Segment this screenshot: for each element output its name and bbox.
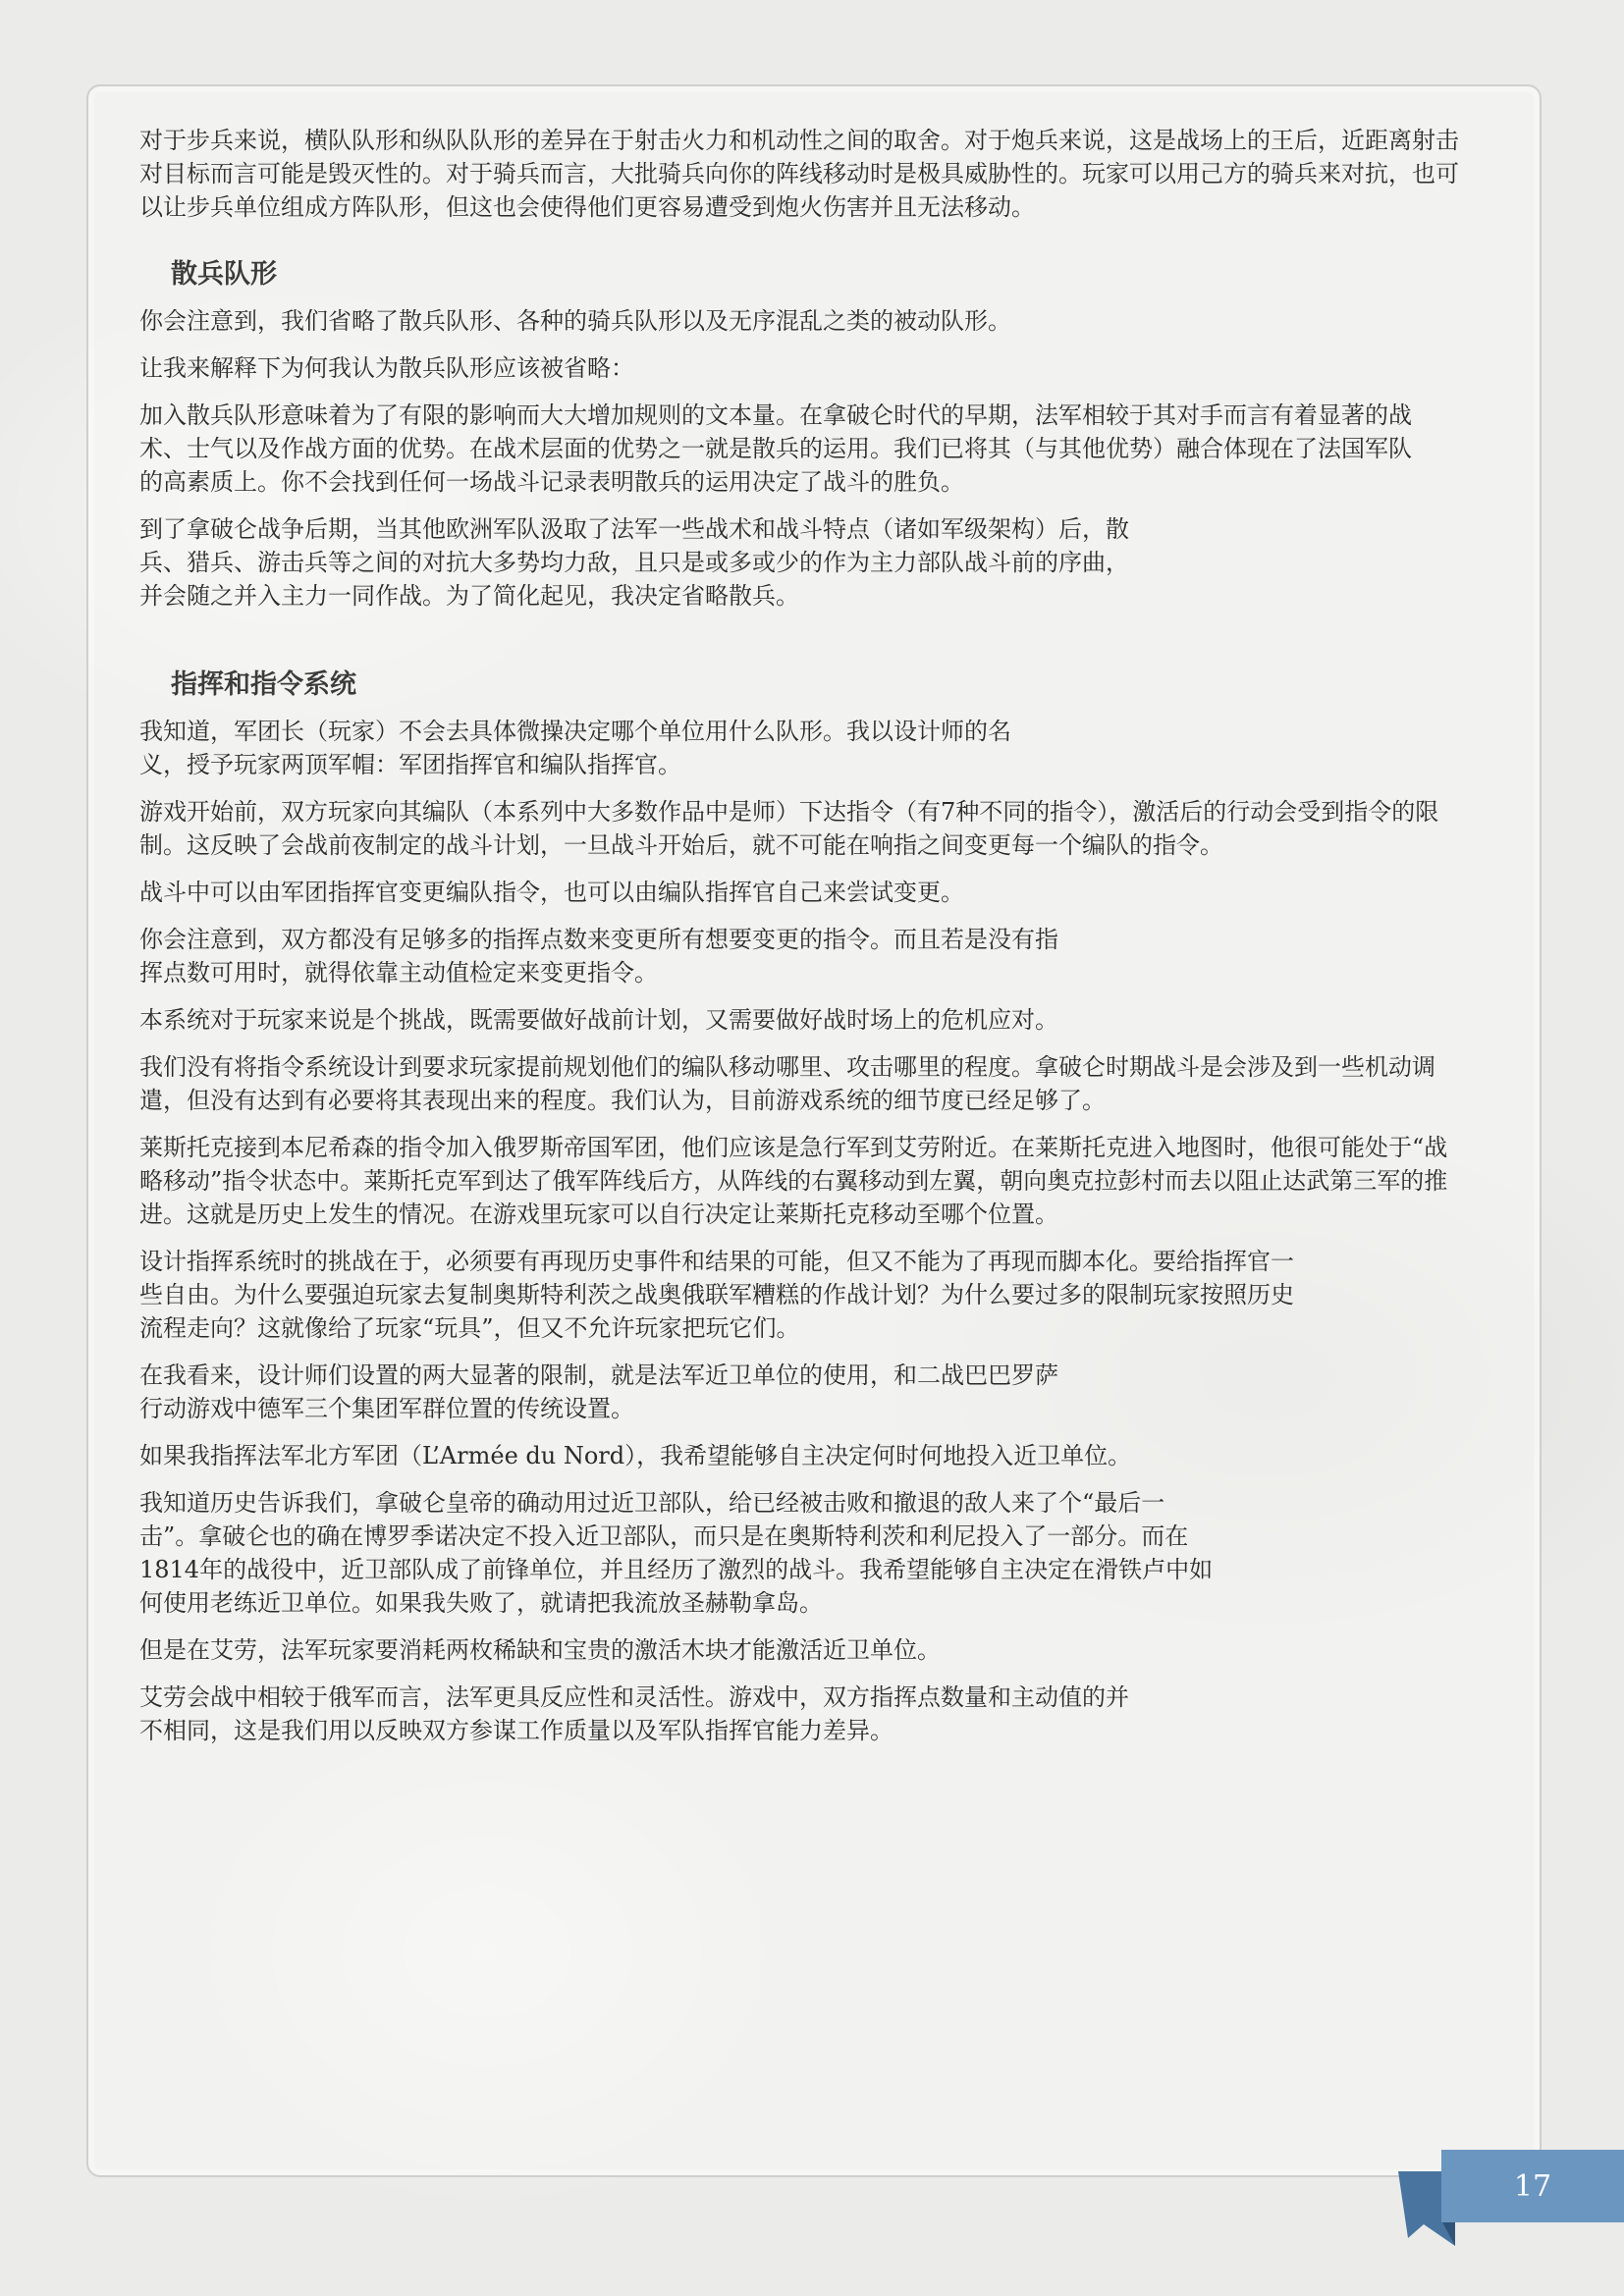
section-heading-skirmish: 散兵队形 — [171, 259, 277, 290]
paragraph: 艾劳会战中相较于俄军而言，法军更具反应性和灵活性。游戏中，双方指挥点数量和主动值的并不相同，这是我们用以反映双方参谋工作质量以及军队指挥官能力差异。 — [139, 1683, 1129, 1744]
document-body — [139, 124, 1485, 1761]
paragraph: 但是在艾劳，法军玩家要消耗两枚稀缺和宝贵的激活木块才能激活近卫单位。 — [139, 1636, 941, 1664]
paragraph: 我知道历史告诉我们，拿破仑皇帝的确动用过近卫部队，给已经被击败和撤退的敌人来了个“最后一击”。拿破仑也的确在博罗季诺决定不投入近卫部队，而只是在奥斯特利茨和利尼投入了一部分。而在1814年的战役中，近卫部队成了前锋单位，并且经历了激烈的战斗。我希望能够自主决定在滑铁卢中如何使用老练近卫单位。如果我失败了，就请把我流放圣赫勒拿岛。 — [139, 1489, 1214, 1617]
paragraph: 游戏开始前，双方玩家向其编队（本系列中大多数作品中是师）下达指令（有7种不同的指令），激活后的行动会受到指令的限制。这反映了会战前夜制定的战斗计划，一旦战斗开始后，就不可能在响指之间变更每一个编队的指令。 — [139, 798, 1439, 859]
paragraph-intro: 对于步兵来说，横队队形和纵队队形的差异在于射击火力和机动性之间的取舍。对于炮兵来说，这是战场上的王后，近距离射击对目标而言可能是毁灭性的。对于骑兵而言，大批骑兵向你的阵线移动时是极具威胁性的。玩家可以用己方的骑兵来对抗，也可以让步兵单位组成方阵队形，但这也会使得他们更容易遭受到炮火伤害并且无法移动。 — [139, 127, 1459, 221]
paragraph: 你会注意到，我们省略了散兵队形、各种的骑兵队形以及无序混乱之类的被动队形。 — [139, 307, 1011, 335]
paragraph: 本系统对于玩家来说是个挑战，既需要做好战前计划，又需要做好战时场上的危机应对。 — [139, 1006, 1058, 1034]
paragraph: 加入散兵队形意味着为了有限的影响而大大增加规则的文本量。在拿破仑时代的早期，法军相较于其对手而言有着显著的战术、士气以及作战方面的优势。在战术层面的优势之一就是散兵的运用。我们已将其（与其他优势）融合体现在了法国军队的高素质上。你不会找到任何一场战斗记录表明散兵的运用决定了战斗的胜负。 — [139, 401, 1412, 496]
paragraph: 我知道，军团长（玩家）不会去具体微操决定哪个单位用什么队形。我以设计师的名义，授予玩家两顶军帽：军团指挥官和编队指挥官。 — [139, 718, 1011, 778]
paragraph: 让我来解释下为何我认为散兵队形应该被省略： — [139, 354, 634, 382]
paragraph: 我们没有将指令系统设计到要求玩家提前规划他们的编队移动哪里、攻击哪里的程度。拿破仑时期战斗是会涉及到一些机动调遣，但没有达到有必要将其表现出来的程度。我们认为，目前游戏系统的细节度已经足够了。 — [139, 1053, 1435, 1114]
paragraph: 在我看来，设计师们设置的两大显著的限制，就是法军近卫单位的使用，和二战巴巴罗萨行动游戏中德军三个集团军群位置的传统设置。 — [139, 1362, 1058, 1422]
paragraph: 设计指挥系统时的挑战在于，必须要有再现历史事件和结果的可能，但又不能为了再现而脚本化。要给指挥官一些自由。为什么要强迫玩家去复制奥斯特利茨之战奥俄联军糟糕的作战计划？为什么要过多的限制玩家按照历史流程走向？这就像给了玩家“玩具”，但又不允许玩家把玩它们。 — [139, 1248, 1294, 1342]
paragraph: 莱斯托克接到本尼希森的指令加入俄罗斯帝国军团，他们应该是急行军到艾劳附近。在莱斯托克进入地图时，他很可能处于“战略移动”指令状态中。莱斯托克军到达了俄军阵线后方，从阵线的右翼移动到左翼，朝向奥克拉彭村而去以阻止达武第三军的推进。这就是历史上发生的情况。在游戏里玩家可以自行决定让莱斯托克移动至哪个位置。 — [139, 1134, 1448, 1228]
paragraph: 到了拿破仑战争后期，当其他欧洲军队汲取了法军一些战术和战斗特点（诸如军级架构）后，散兵、猎兵、游击兵等之间的对抗大多势均力敌，且只是或多或少的作为主力部队战斗前的序曲，并会随之并入主力一同作战。为了简化起见，我决定省略散兵。 — [139, 515, 1129, 610]
section-heading-command: 指挥和指令系统 — [171, 669, 356, 700]
paragraph: 你会注意到，双方都没有足够多的指挥点数来变更所有想要变更的指令。而且若是没有指挥点数可用时，就得依靠主动值检定来变更指令。 — [139, 926, 1058, 987]
paragraph: 如果我指挥法军北方军团（L’Armée du Nord），我希望能够自主决定何时何地投入近卫单位。 — [139, 1442, 1132, 1469]
page-number: 17 — [1441, 2150, 1624, 2222]
paragraph: 战斗中可以由军团指挥官变更编队指令，也可以由编队指挥官自己来尝试变更。 — [139, 879, 964, 906]
